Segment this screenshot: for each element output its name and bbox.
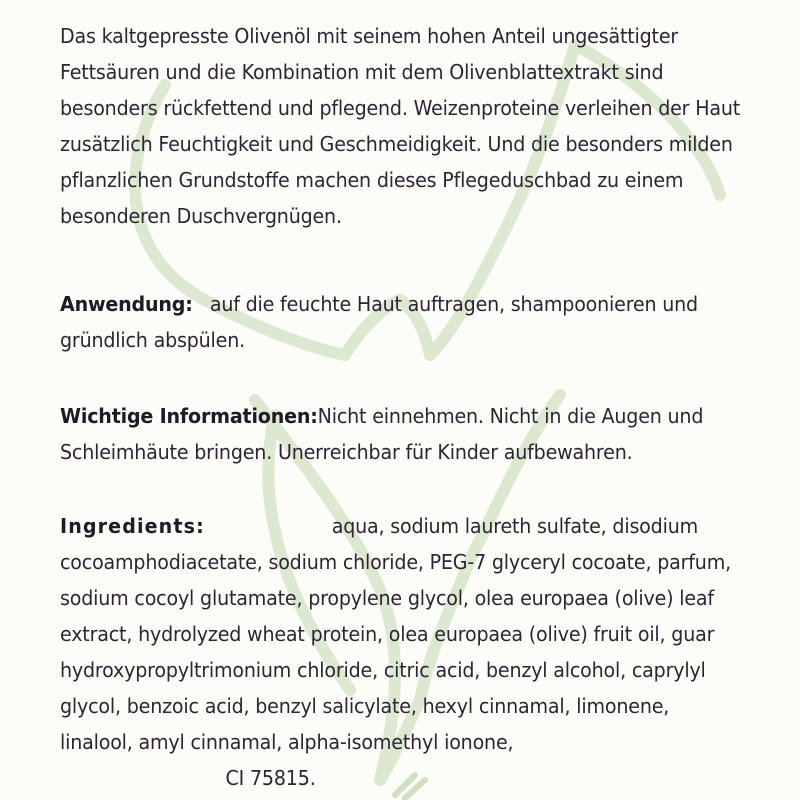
ingredients-line: sodium cocoyl glutamate, propylene glycol, olea europaea (olive) leaf	[60, 586, 714, 610]
ingredients-line: cocoamphodiacetate, sodium chloride, PEG-7 glyceryl cocoate, parfum,	[60, 550, 731, 574]
ingredients-line: extract, hydrolyzed wheat protein, olea europaea (olive) fruit oil, guar	[60, 622, 715, 646]
intro-line: besonders rückfettend und pflegend. Weizenproteine verleihen der Haut	[60, 96, 741, 120]
info-line-1	[60, 398, 704, 434]
usage-text-1: auf die feuchte Haut auftragen, shampoonieren und	[209, 292, 698, 316]
usage-text-2: gründlich abspülen.	[60, 328, 245, 352]
intro-paragraph	[60, 18, 741, 234]
usage-label: Anwendung:	[60, 292, 193, 316]
info-text-1: Nicht einnehmen. Nicht in die Augen und	[317, 404, 704, 428]
usage-section	[60, 286, 698, 358]
usage-line-1	[60, 286, 698, 322]
info-text-2: Schleimhäute bringen. Unerreichbar für Kinder aufbewahren.	[60, 440, 633, 464]
intro-line: pflanzlichen Grundstoffe machen dieses Pflegeduschbad zu einem	[60, 168, 684, 192]
ingredients-line: glycol, benzoic acid, benzyl salicylate, hexyl cinnamal, limonene,	[60, 694, 670, 718]
ingredients-line: hydroxypropyltrimonium chloride, citric acid, benzyl alcohol, caprylyl	[60, 658, 706, 682]
intro-line: Fettsäuren und die Kombination mit dem Olivenblattextrakt sind	[60, 60, 664, 84]
ingredients-label: Ingredients:	[60, 514, 205, 538]
info-section	[60, 398, 704, 470]
intro-line: Das kaltgepresste Olivenöl mit seinem hohen Anteil ungesättigter	[60, 24, 679, 48]
ingredients-last-line: CI 75815.	[225, 766, 316, 790]
ingredients-line: linalool, amyl cinnamal, alpha-isomethyl ionone,	[60, 730, 514, 754]
intro-line: zusätzlich Feuchtigkeit und Geschmeidigkeit. Und die besonders milden	[60, 132, 733, 156]
info-label: Wichtige Informationen:	[60, 404, 318, 428]
intro-line: besonderen Duschvergnügen.	[60, 204, 342, 228]
ingredients-section	[60, 508, 731, 796]
ingredients-text-1: aqua, sodium laureth sulfate, disodium	[331, 514, 698, 538]
ingredients-line-1	[60, 508, 698, 544]
